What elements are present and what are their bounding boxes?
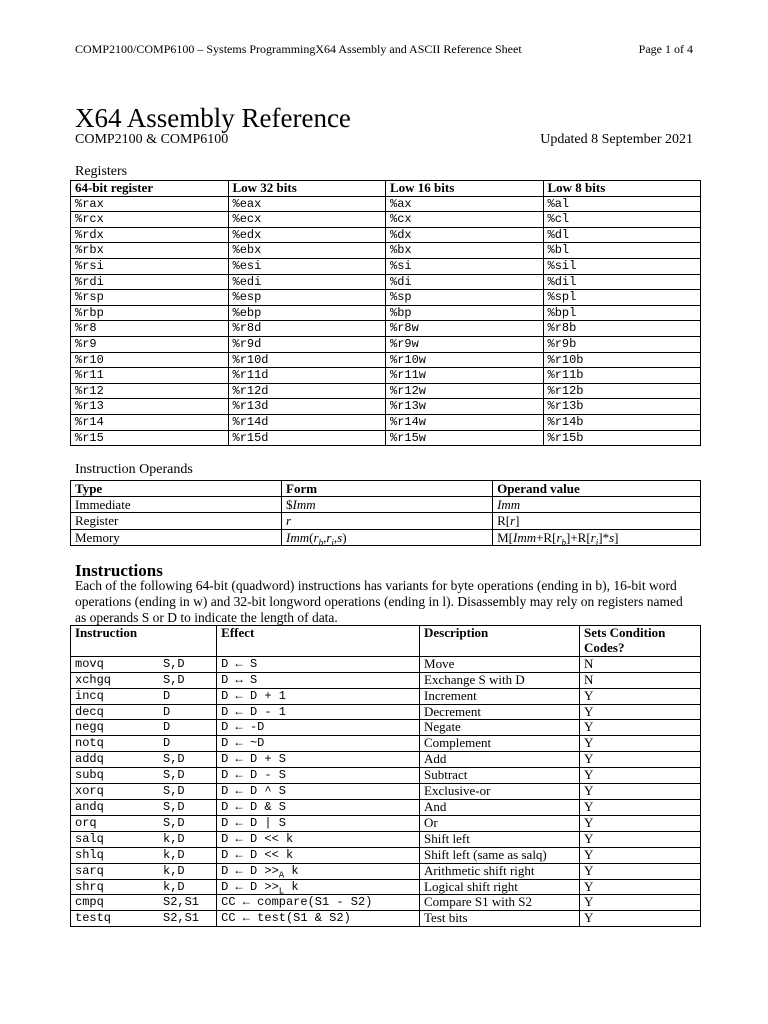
instruction-effect: CC ← test(S1 & S2) [217, 911, 420, 927]
instruction-effect: D ← D ^ S [217, 784, 420, 800]
table-row [71, 529, 701, 545]
condition-codes-flag: Y [580, 768, 701, 784]
register-cell: %r11b [543, 368, 701, 384]
register-cell: %r8d [228, 321, 386, 337]
instruction-cell [71, 672, 217, 688]
operands-header-cell: Type [71, 481, 282, 497]
register-cell: %rcx [71, 212, 229, 228]
register-cell: %r11 [71, 368, 229, 384]
register-cell: %rax [71, 196, 229, 212]
instruction-description: And [420, 799, 580, 815]
table-row [71, 688, 701, 704]
instruction-mnemonic: salq [75, 831, 104, 846]
instruction-mnemonic: movq [75, 656, 104, 671]
instruction-description: Shift left [420, 831, 580, 847]
instruction-cell [71, 863, 217, 879]
register-cell: %sil [543, 258, 701, 274]
instruction-operands: S,D [163, 799, 185, 814]
table-row [71, 196, 701, 212]
register-cell: %r13d [228, 399, 386, 415]
register-cell: %sp [386, 290, 544, 306]
operands-caption: Instruction Operands [75, 462, 193, 477]
instruction-mnemonic: xorq [75, 784, 104, 799]
register-cell: %bl [543, 243, 701, 259]
instruction-mnemonic: xchgq [75, 672, 112, 687]
table-row [71, 768, 701, 784]
register-cell: %r13w [386, 399, 544, 415]
register-cell: %r10d [228, 352, 386, 368]
condition-codes-flag: Y [580, 799, 701, 815]
instruction-operands: D [163, 736, 171, 751]
operand-value: R[r] [493, 513, 701, 529]
instruction-operands: D [163, 704, 171, 719]
instruction-description: Shift left (same as salq) [420, 847, 580, 863]
header-page-number: Page 1 of 4 [638, 42, 693, 56]
table-row [71, 497, 701, 513]
instruction-cell [71, 799, 217, 815]
instruction-mnemonic: decq [75, 704, 104, 719]
instruction-effect: D ← D << k [217, 831, 420, 847]
register-cell: %eax [228, 196, 386, 212]
register-cell: %r15w [386, 430, 544, 446]
operand-value: $M[Imm+R[r_b]+R[r_i]*s]$ [493, 529, 701, 545]
register-cell: %ax [386, 196, 544, 212]
register-cell: %bx [386, 243, 544, 259]
register-cell: %r10w [386, 352, 544, 368]
register-cell: %rbp [71, 305, 229, 321]
registers-header-cell: Low 32 bits [228, 181, 386, 197]
instruction-cell [71, 879, 217, 895]
table-row [71, 863, 701, 879]
register-cell: %spl [543, 290, 701, 306]
instruction-effect: D ← -D [217, 720, 420, 736]
register-cell: %r15 [71, 430, 229, 446]
table-row [71, 752, 701, 768]
instruction-description: Exclusive-or [420, 784, 580, 800]
table-row [71, 720, 701, 736]
register-cell: %cx [386, 212, 544, 228]
operand-type: Memory [71, 529, 282, 545]
instruction-mnemonic: notq [75, 736, 104, 751]
register-cell: %r14w [386, 414, 544, 430]
instruction-mnemonic: andq [75, 799, 104, 814]
instruction-cell [71, 688, 217, 704]
instruction-effect: D ← $D >>_A$ k [217, 863, 420, 879]
register-cell: %r10b [543, 352, 701, 368]
register-cell: %r12 [71, 383, 229, 399]
register-cell: %r14d [228, 414, 386, 430]
condition-codes-flag: Y [580, 688, 701, 704]
register-cell: %edi [228, 274, 386, 290]
header-course-title: COMP2100/COMP6100 – Systems ProgrammingX64 Assembly and ASCII Reference Sheet [75, 42, 522, 56]
instruction-operands: S2,S1 [163, 911, 200, 926]
instruction-description: Test bits [420, 911, 580, 927]
table-row [71, 414, 701, 430]
instruction-description: Add [420, 752, 580, 768]
table-row [71, 704, 701, 720]
table-row [71, 212, 701, 228]
instruction-cell [71, 847, 217, 863]
table-row [71, 799, 701, 815]
instruction-mnemonic: orq [75, 815, 97, 830]
register-cell: %si [386, 258, 544, 274]
table-row [71, 736, 701, 752]
table-row [71, 831, 701, 847]
instruction-mnemonic: sarq [75, 863, 104, 878]
instruction-operands: k,D [163, 863, 185, 878]
register-cell: %ebx [228, 243, 386, 259]
instruction-operands: S,D [163, 672, 185, 687]
register-cell: %rbx [71, 243, 229, 259]
register-cell: %r14b [543, 414, 701, 430]
operand-form: $Imm(r_b,r_i,s)$ [282, 529, 493, 545]
register-cell: %r8w [386, 321, 544, 337]
instruction-operands: k,D [163, 831, 185, 846]
instruction-effect: D ← $D >>_L$ k [217, 879, 420, 895]
instructions-heading: Instructions [75, 561, 163, 580]
instruction-effect: D ← ~D [217, 736, 420, 752]
register-cell: %r9 [71, 336, 229, 352]
operands-header-row [71, 481, 701, 497]
table-row [71, 227, 701, 243]
instruction-effect: D ← D + S [217, 752, 420, 768]
instruction-effect: D ← D & S [217, 799, 420, 815]
instructions-header-row [71, 626, 701, 657]
instruction-description: Logical shift right [420, 879, 580, 895]
instruction-effect: D ← D << k [217, 847, 420, 863]
instruction-description: Subtract [420, 768, 580, 784]
register-cell: %al [543, 196, 701, 212]
instruction-effect: D ↔ S [217, 672, 420, 688]
registers-header-cell: 64-bit register [71, 181, 229, 197]
table-row [71, 430, 701, 446]
instruction-cell [71, 911, 217, 927]
instruction-operands: S,D [163, 752, 185, 767]
operand-value: Imm [493, 497, 701, 513]
instruction-mnemonic: shrq [75, 879, 104, 894]
register-cell: %esp [228, 290, 386, 306]
table-row [71, 847, 701, 863]
table-row [71, 383, 701, 399]
condition-codes-flag: Y [580, 736, 701, 752]
registers-header-cell: Low 16 bits [386, 181, 544, 197]
instruction-cell [71, 768, 217, 784]
operand-form: $Imm [282, 497, 493, 513]
instruction-mnemonic: testq [75, 911, 112, 926]
instruction-operands: D [163, 720, 171, 735]
table-row [71, 305, 701, 321]
register-cell: %r15b [543, 430, 701, 446]
register-cell: %ecx [228, 212, 386, 228]
instruction-mnemonic: shlq [75, 847, 104, 862]
register-cell: %r11w [386, 368, 544, 384]
instruction-effect: D ← D | S [217, 815, 420, 831]
instructions-description: Each of the following 64-bit (quadword) instructions has variants for byte operations (ending in b), 16-bit word operations (ending in w) and 32-bit longword operations (ending in l). Disassembly may rely on registers named as operands S or D to indicate the length of data. [75, 578, 683, 625]
instruction-cell [71, 736, 217, 752]
table-row [71, 879, 701, 895]
table-row [71, 321, 701, 337]
instruction-cell [71, 704, 217, 720]
instruction-cell [71, 831, 217, 847]
condition-codes-flag: Y [580, 784, 701, 800]
registers-caption: Registers [75, 164, 128, 179]
instruction-description: Increment [420, 688, 580, 704]
register-cell: %bpl [543, 305, 701, 321]
instruction-operands: S,D [163, 815, 185, 830]
table-row [71, 258, 701, 274]
register-cell: %rsp [71, 290, 229, 306]
register-cell: %r12d [228, 383, 386, 399]
register-cell: %dx [386, 227, 544, 243]
instruction-operands: D [163, 688, 171, 703]
table-row [71, 290, 701, 306]
instruction-cell [71, 656, 217, 672]
condition-codes-flag: Y [580, 879, 701, 895]
register-cell: %dl [543, 227, 701, 243]
instructions-header-cell: Sets Condition Codes? [580, 626, 701, 657]
page-header [75, 42, 693, 58]
instructions-header-cell: Instruction [71, 626, 217, 657]
registers-table [70, 180, 701, 446]
condition-codes-flag: Y [580, 895, 701, 911]
condition-codes-flag: Y [580, 720, 701, 736]
table-row [71, 399, 701, 415]
instruction-operands: k,D [163, 879, 185, 894]
condition-codes-flag: Y [580, 752, 701, 768]
register-cell: %rsi [71, 258, 229, 274]
register-cell: %r12b [543, 383, 701, 399]
instruction-description: Decrement [420, 704, 580, 720]
instruction-effect: D ← D + 1 [217, 688, 420, 704]
instruction-cell [71, 784, 217, 800]
table-row [71, 784, 701, 800]
table-row [71, 274, 701, 290]
register-cell: %cl [543, 212, 701, 228]
instruction-effect: CC ← compare(S1 - S2) [217, 895, 420, 911]
instruction-effect: D ← D - 1 [217, 704, 420, 720]
course-codes: COMP2100 & COMP6100 [75, 132, 229, 147]
register-cell: %r8b [543, 321, 701, 337]
instruction-mnemonic: subq [75, 768, 104, 783]
operands-header-cell: Operand value [493, 481, 701, 497]
instruction-operands: S2,S1 [163, 895, 200, 910]
register-cell: %esi [228, 258, 386, 274]
condition-codes-flag: Y [580, 847, 701, 863]
operands-header-cell: Form [282, 481, 493, 497]
instruction-mnemonic: cmpq [75, 895, 104, 910]
instruction-mnemonic: negq [75, 720, 104, 735]
instruction-description: Negate [420, 720, 580, 736]
condition-codes-flag: N [580, 672, 701, 688]
instruction-effect: D ← D - S [217, 768, 420, 784]
condition-codes-flag: Y [580, 911, 701, 927]
register-cell: %r8 [71, 321, 229, 337]
register-cell: %r13 [71, 399, 229, 415]
operand-form: r [282, 513, 493, 529]
instruction-operands: S,D [163, 768, 185, 783]
operand-type: Register [71, 513, 282, 529]
register-cell: %r13b [543, 399, 701, 415]
instruction-effect: D ← S [217, 656, 420, 672]
instruction-operands: S,D [163, 784, 185, 799]
instruction-description: Compare S1 with S2 [420, 895, 580, 911]
subtitle-line [75, 132, 693, 148]
condition-codes-flag: Y [580, 704, 701, 720]
table-row [71, 911, 701, 927]
register-cell: %rdx [71, 227, 229, 243]
register-cell: %r9w [386, 336, 544, 352]
register-cell: %edx [228, 227, 386, 243]
condition-codes-flag: N [580, 656, 701, 672]
register-cell: %r10 [71, 352, 229, 368]
operands-table [70, 480, 701, 546]
register-cell: %r9d [228, 336, 386, 352]
instruction-description: Exchange S with D [420, 672, 580, 688]
instruction-cell [71, 752, 217, 768]
instruction-operands: k,D [163, 847, 185, 862]
table-row [71, 513, 701, 529]
instructions-header-cell: Effect [217, 626, 420, 657]
register-cell: %bp [386, 305, 544, 321]
registers-header-row [71, 181, 701, 197]
table-row [71, 672, 701, 688]
table-row [71, 243, 701, 259]
instruction-description: Move [420, 656, 580, 672]
updated-date: Updated 8 September 2021 [540, 132, 693, 147]
instructions-table [70, 625, 701, 927]
register-cell: %r9b [543, 336, 701, 352]
instruction-description: Complement [420, 736, 580, 752]
instruction-cell [71, 720, 217, 736]
table-row [71, 368, 701, 384]
register-cell: %di [386, 274, 544, 290]
instruction-mnemonic: addq [75, 752, 104, 767]
table-row [71, 815, 701, 831]
instruction-description: Or [420, 815, 580, 831]
instruction-cell [71, 895, 217, 911]
instruction-operands: S,D [163, 656, 185, 671]
register-cell: %ebp [228, 305, 386, 321]
instruction-description: Arithmetic shift right [420, 863, 580, 879]
table-row [71, 336, 701, 352]
condition-codes-flag: Y [580, 815, 701, 831]
table-row [71, 656, 701, 672]
register-cell: %dil [543, 274, 701, 290]
register-cell: %r11d [228, 368, 386, 384]
register-cell: %r14 [71, 414, 229, 430]
operand-type: Immediate [71, 497, 282, 513]
table-row [71, 352, 701, 368]
condition-codes-flag: Y [580, 863, 701, 879]
register-cell: %r15d [228, 430, 386, 446]
instruction-mnemonic: incq [75, 688, 104, 703]
register-cell: %r12w [386, 383, 544, 399]
instruction-cell [71, 815, 217, 831]
document-title: X64 Assembly Reference [75, 103, 351, 133]
condition-codes-flag: Y [580, 831, 701, 847]
registers-header-cell: Low 8 bits [543, 181, 701, 197]
table-row [71, 895, 701, 911]
register-cell: %rdi [71, 274, 229, 290]
instructions-header-cell: Description [420, 626, 580, 657]
